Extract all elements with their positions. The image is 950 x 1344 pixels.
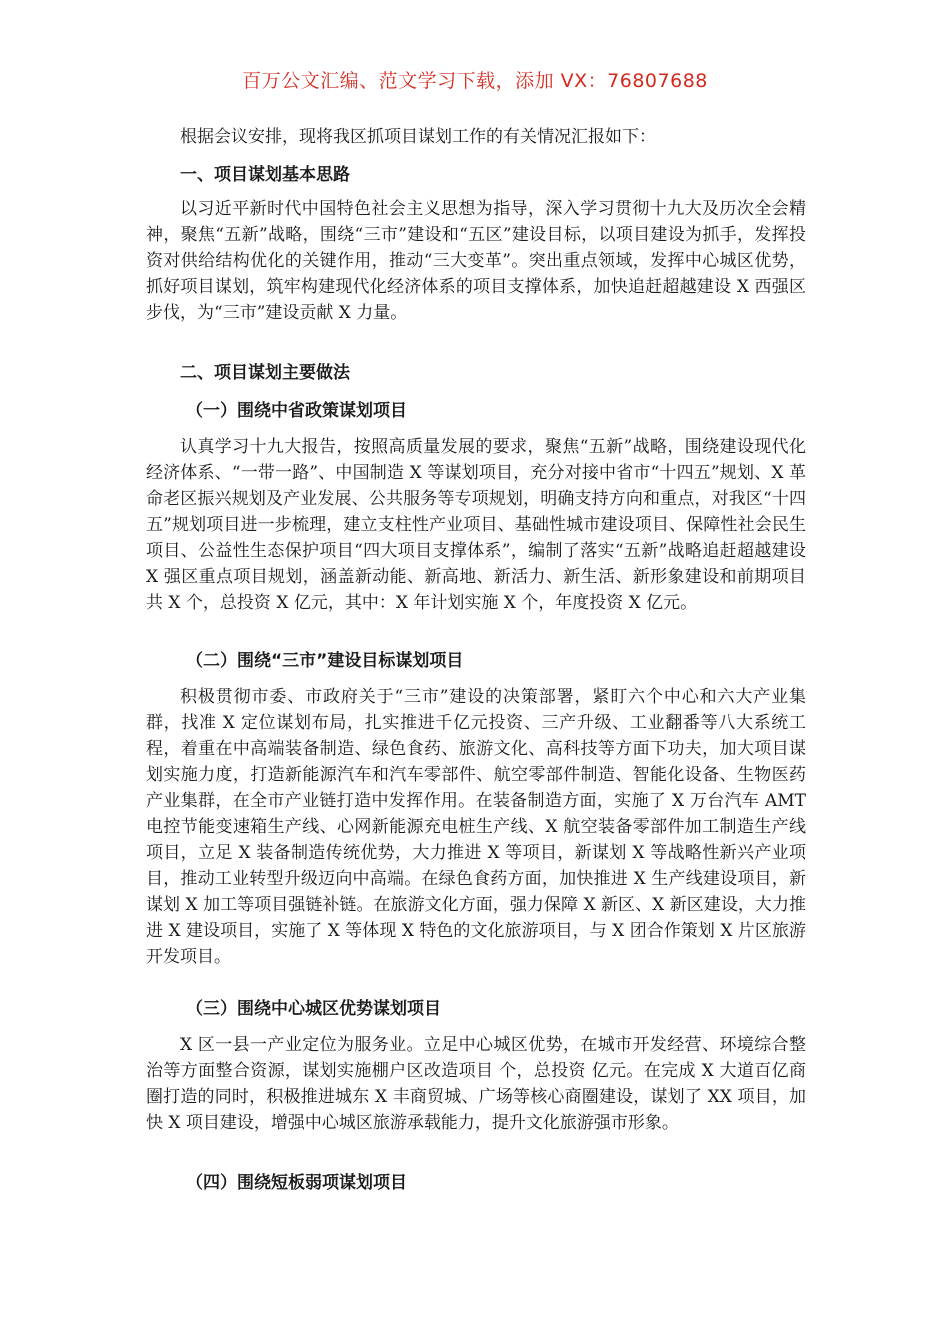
subsection3-body [146,1032,806,1136]
intro-paragraph [146,124,806,150]
subsection1-body [146,434,806,616]
subsection1-paragraph: 认真学习十九大报告，按照高质量发展的要求，聚焦“五新”战略，围绕建设现代化经济体系、“一带一路”、中国制造 X 等谋划项目，充分对接中省市“十四五”规划、X 革命老区振兴规划及产业发展、公共服务等专项规划，明确支持方向和重点，对我区“十四五”规划项目进一步梳理，建立支柱性产业项目、基础性城市建设项目、保障性社会民生项目、公益性生态保护项目“四大项目支撑体系”，编制了落实“五新”战略追赶超越建设 X 强区重点项目规划，涵盖新动能、新高地、新活力、新生活、新形象建设和前期项目共 X 个，总投资 X 亿元，其中：X 年计划实施 X 个，年度投资 X 亿元。 [146,437,806,613]
subsection3-paragraph: X 区一县一产业定位为服务业。立足中心城区优势，在城市开发经营、环境综合整治等方面整合资源，谋划实施棚户区改造项目 个，总投资 亿元。在完成 X 大道百亿商圈打造的同时，积极推进城东 X 丰商贸城、广场等核心商圈建设，谋划了 XX 项目，加快 X 项目建设，增强中心城区旅游承载能力，提升文化旅游强市形象。 [146,1035,806,1133]
subsection1-heading: （一）围绕中省政策谋划项目 [186,401,407,421]
section1-paragraph: 以习近平新时代中国特色社会主义思想为指导，深入学习贯彻十九大及历次全会精神，聚焦“五新”战略，围绕“三市”建设和“五区”建设目标，以项目建设为抓手，发挥投资对供给结构优化的关键作用，推动“三大变革”。突出重点领域，发挥中心城区优势，抓好项目谋划，筑牢构建现代化经济体系的项目支撑体系，加快追赶超越建设 X 西强区步伐，为“三市”建设贡献 X 力量。 [146,199,806,323]
section1-heading: 一、项目谋划基本思路 [180,165,350,185]
subsection2-heading: （二）围绕“三市”建设目标谋划项目 [186,651,464,671]
section2-heading: 二、项目谋划主要做法 [180,363,350,383]
subsection2-body [146,684,806,970]
subsection3-heading: （三）围绕中心城区优势谋划项目 [186,999,441,1019]
header-banner: 百万公文汇编、范文学习下载，添加 VX：76807688 [242,70,708,92]
intro-text: 根据会议安排，现将我区抓项目谋划工作的有关情况汇报如下： [180,127,656,147]
section1-body [146,196,806,326]
subsection4-heading: （四）围绕短板弱项谋划项目 [186,1173,407,1193]
subsection2-paragraph: 积极贯彻市委、市政府关于“三市”建设的决策部署，紧盯六个中心和六大产业集群，找准 X 定位谋划布局，扎实推进千亿元投资、三产升级、工业翻番等八大系统工程，着重在中高端装备制造、绿色食药、旅游文化、高科技等方面下功夫，加大项目谋划实施力度，打造新能源汽车和汽车零部件、航空零部件制造、智能化设备、生物医药产业集群，在全市产业链打造中发挥作用。在装备制造方面，实施了 X 万台汽车 AMT 电控节能变速箱生产线、心网新能源充电桩生产线、X 航空装备零部件加工制造生产线项目，立足 X 装备制造传统优势，大力推进 X 等项目，新谋划 X 等战略性新兴产业项目，推动工业转型升级迈向中高端。在绿色食药方面，加快推进 X 生产线建设项目，新谋划 X 加工等项目强链补链。在旅游文化方面，强力保障 X 新区、X 新区建设，大力推进 X 建设项目，实施了 X 等体现 X 特色的文化旅游项目，与 X 团合作策划 X 片区旅游开发项目。 [146,687,806,967]
